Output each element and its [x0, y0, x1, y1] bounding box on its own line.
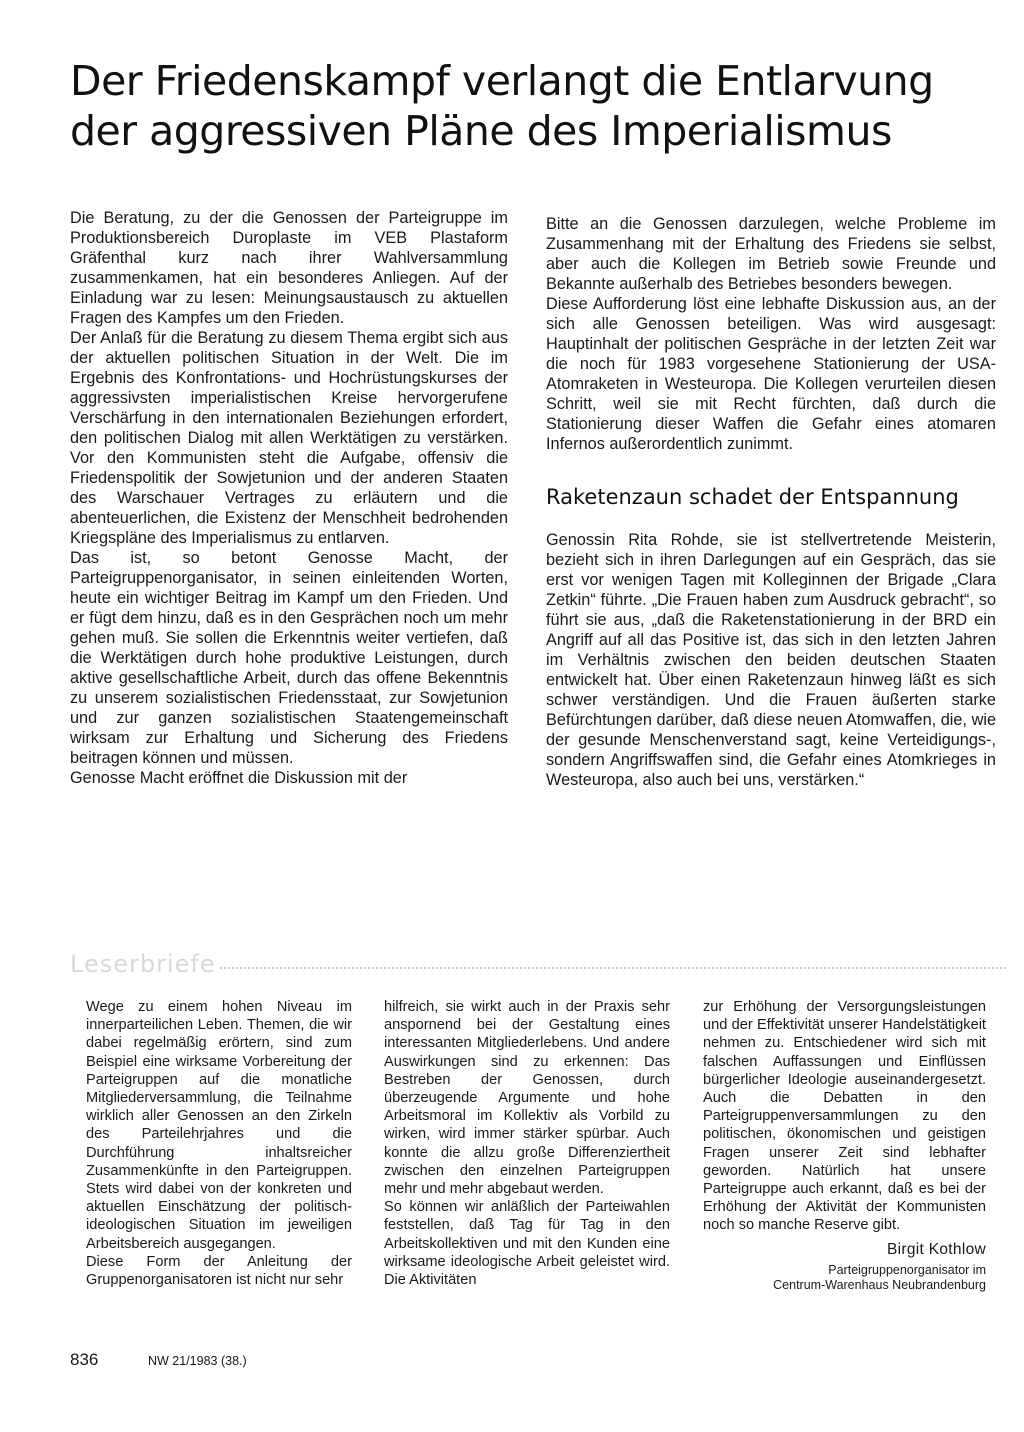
rubric-label: Leserbriefe [70, 950, 216, 978]
issue-reference: NW 21/1983 (38.) [148, 1354, 247, 1368]
letter-column-2 [384, 998, 670, 1289]
article-paragraph: Genossin Rita Rohde, sie ist stellvertretende Meisterin, bezieht sich in ihren Darlegungen auf ein Gespräch, das sie erst vor wenigen Tagen mit Kolleginnen der Brigade „Clara Zetkin“ führte. „Die Frauen haben zum Ausdruck gebracht“, so führt sie aus, „daß die Raketenstationierung in der BRD ein Angriff auf all das Positive ist, das sich in den letzten Jahren im Verhältnis zwischen den beiden deutschen Staaten entwickelt hat. Über einen Raketenzaun hinweg läßt es sich schwer verständigen. Und die Frauen äußerten starke Befürchtungen darüber, daß diese neuen Atomwaffen, die, wie der gesunde Menschenverstand sagt, keine Verteidigungs-, sondern Angriffswaffen sind, die Gefahr eines Atomkrieges in Westeuropa, also auch bei uns, verstärken.“ [546, 531, 996, 789]
page-number: 836 [70, 1350, 99, 1369]
signature-role-line-2: Centrum-Warenhaus Neubrandenburg [773, 1277, 986, 1292]
article-paragraph: Diese Aufforderung löst eine lebhafte Diskussion aus, an der sich alle Genossen beteiligen. Was wird ausgesagt: Hauptinhalt der politischen Gespräche in der letzten Zeit war die noch für 1983 vorgesehene Stationierung der USA-Atomraketen in Westeuropa. Die Kollegen verurteilen diesen Schritt, weil sie mit Recht fürchten, daß durch die Stationierung dieser Waffen die Gefahr eines atomaren Infernos außerordentlich zunimmt. [546, 295, 996, 453]
page-footer [70, 1349, 470, 1371]
page-title [70, 56, 970, 156]
letter-column-1 [86, 998, 352, 1289]
letter-paragraph: hilfreich, sie wirkt auch in der Praxis sehr anspornend bei der Gestaltung eines interessanten Mitgliederlebens. Und andere Auswirkungen sind zu erkennen: Das Bestreben der Genossen, durch überzeugende Argumente und hohe Arbeitsmoral im Kollektiv als Vorbild zu wirken, wird immer stärker spürbar. Auch konnte die allzu große Differenziertheit zwischen den einzelnen Parteigruppen mehr und mehr abgebaut werden. [384, 999, 670, 1198]
letter-paragraph: Diese Form der Anleitung der Gruppenorganisatoren ist nicht nur sehr [86, 1253, 352, 1289]
signature-name: Birgit Kothlow [887, 1240, 986, 1258]
signature-role-line-1: Parteigruppenorganisator im [828, 1262, 986, 1277]
rubric-divider [220, 967, 1006, 969]
article-paragraph: Bitte an die Genossen darzulegen, welche Probleme im Zusammenhang mit der Erhaltung des Friedens sie selbst, aber auch die Kollegen im Betrieb sowie Freunde und Bekannte außerhalb des Betriebes besonders bewegen. [546, 215, 996, 293]
signature-role [703, 1263, 986, 1293]
letter-paragraph: So können wir anläßlich der Parteiwahlen feststellen, daß Tag für Tag in den Arbeitskollektiven und mit den Kunden eine wirksame ideologische Arbeit geleistet wird. Die Aktivitäten [384, 1199, 670, 1289]
article-column-left [70, 208, 508, 788]
article-column-right [546, 214, 996, 790]
article-paragraph: Der Anlaß für die Beratung zu diesem Thema ergibt sich aus der aktuellen politischen Situation in der Welt. Die im Ergebnis des Konfrontations- und Hochrüstungskurses der aggressivsten imperialistischen Kreise hervorgerufene Verschärfung in den internationalen Beziehungen erfordert, den politischen Dialog mit allen Werktätigen zu verstärken. Vor den Kommunisten steht die Aufgabe, offensiv die Friedenspolitik der Sowjetunion und der anderen Staaten des Warschauer Vertrages zu erläutern und die abenteuerlichen, die Existenz der Menschheit bedrohenden Kriegspläne des Imperialismus zu entlarven. [70, 329, 508, 547]
letter-paragraph: zur Erhöhung der Versorgungsleistungen und der Effektivität unserer Handelstätigkeit nehmen zu. Entschiedener wird sich mit falschen Auffassungen und Einflüssen bürgerlicher Ideologie auseinandergesetzt. Auch die Debatten in den Parteigruppenversammlungen zu den politischen, ökonomischen und geistigen Fragen unserer Zeit sind lebhafter geworden. Natürlich hat unsere Parteigruppe auch erkannt, daß es bei der Erhöhung der Aktivität der Kommunisten noch so manche Reserve gibt. [703, 999, 986, 1234]
letter-paragraph: Wege zu einem hohen Niveau im innerparteilichen Leben. Themen, die wir dabei regelmäßig erörtern, sind zum Beispiel eine wirksame Vorbereitung der Parteigruppen auf die monatliche Mitgliederversammlung, die Teilnahme wirklich aller Genossen an den Zirkeln des Parteilehrjahres und die Durchführung inhaltsreicher Zusammenkünfte in den Parteigruppen. Stets wird dabei von der konkreten und aktuellen Einschätzung der politisch-ideologischen Situation im jeweiligen Arbeitsbereich ausgegangen. [86, 999, 352, 1252]
article-paragraph: Genosse Macht eröffnet die Diskussion mit der [70, 769, 408, 787]
section-rubric [70, 950, 1006, 978]
article-subheading: Raketenzaun schadet der Entspannung [546, 485, 959, 509]
headline-line-1: Der Friedenskampf verlangt die Entlarvung [70, 57, 934, 105]
letter-column-3 [703, 998, 986, 1293]
headline-line-2: der aggressiven Pläne des Imperialismus [70, 107, 892, 155]
article-paragraph: Die Beratung, zu der die Genossen der Parteigruppe im Produktionsbereich Duroplaste im VEB Plastaform Gräfenthal kurz nach ihrer Wahlversammlung zusammenkamen, hat ein besonderes Anliegen. Auf der Einladung war zu lesen: Meinungsaustausch zu aktuellen Fragen des Kampfes um den Frieden. [70, 209, 508, 327]
article-paragraph: Das ist, so betont Genosse Macht, der Parteigruppenorganisator, in seinen einleitenden Worten, heute ein wichtiger Beitrag im Kampf um den Frieden. Und er fügt dem hinzu, daß es in den Gesprächen noch um mehr gehen muß. Sie sollen die Erkenntnis weiter vertiefen, daß die Werktätigen durch hohe produktive Leistungen, durch aktive gesellschaftliche Arbeit, durch das offene Bekenntnis zu unserem sozialistischen Friedensstaat, zur Sowjetunion und zur ganzen sozialistischen Staatengemeinschaft wirksam zur Erhaltung und Sicherung des Friedens beitragen können und müssen. [70, 549, 508, 767]
